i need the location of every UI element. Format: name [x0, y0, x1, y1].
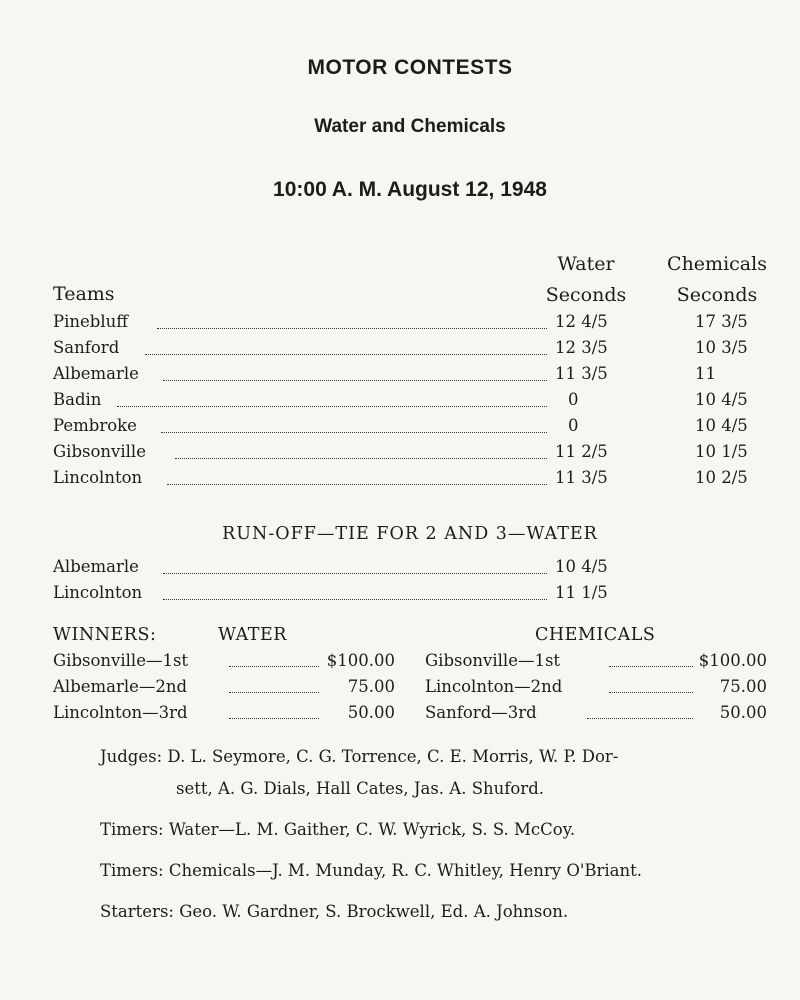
page-title: MOTOR CONTESTS: [307, 56, 513, 79]
water-time: 0: [568, 416, 579, 435]
winners-label: WINNERS:: [53, 625, 157, 645]
teams-column-header: Teams: [53, 283, 115, 305]
chemicals-time: 10 1/5: [695, 442, 748, 461]
page-subtitle: Water and Chemicals: [314, 116, 506, 137]
table-row: [53, 390, 768, 416]
water-time: 11 1/5: [555, 583, 608, 602]
chemicals-time: 17 3/5: [695, 312, 748, 331]
chemicals-time: 10 4/5: [695, 416, 748, 435]
runoff-heading: RUN-OFF—TIE FOR 2 AND 3—WATER: [222, 524, 598, 544]
leader-dots: [117, 406, 547, 407]
water-time: 11 3/5: [555, 364, 608, 383]
leader-dots: [163, 599, 547, 600]
runoff-row: [53, 583, 768, 609]
chemicals-prize-row: [425, 677, 767, 701]
prize-amount: 50.00: [719, 703, 767, 722]
leader-dots: [163, 573, 547, 574]
chemicals-prize-row: [425, 651, 767, 675]
prize-place: Gibsonville—1st: [425, 651, 561, 670]
water-time: 11 3/5: [555, 468, 608, 487]
table-row: [53, 468, 768, 494]
winners-water-label: WATER: [218, 625, 287, 645]
prize-amount: 50.00: [347, 703, 395, 722]
leader-dots: [161, 432, 547, 433]
leader-dots: [175, 458, 547, 459]
prize-place: Gibsonville—1st: [53, 651, 189, 670]
team-name: Albemarle: [53, 364, 143, 383]
team-name: Lincolnton: [53, 583, 146, 602]
water-time: 0: [568, 390, 579, 409]
prize-place: Lincolnton—3rd: [53, 703, 188, 722]
prize-amount: $100.00: [326, 651, 395, 670]
water-time: 12 3/5: [555, 338, 608, 357]
water-time: 12 4/5: [555, 312, 608, 331]
leader-dots: [145, 354, 547, 355]
team-name: Badin: [53, 390, 105, 409]
leader-dots: [609, 666, 693, 667]
chemicals-time: 10 2/5: [695, 468, 748, 487]
runoff-row: [53, 557, 768, 583]
timers-water: Timers: Water—L. M. Gaither, C. W. Wyrick, S. S. McCoy.: [100, 820, 576, 839]
water-column-header: Water Seconds: [545, 253, 627, 306]
table-row: [53, 442, 768, 468]
winners-chemicals-label: CHEMICALS: [535, 625, 656, 645]
prize-place: Lincolnton—2nd: [425, 677, 563, 696]
judges-paragraph: [100, 741, 770, 805]
chemicals-time: 11: [695, 364, 716, 383]
table-row: [53, 416, 768, 442]
prize-amount: 75.00: [719, 677, 767, 696]
leader-dots: [229, 718, 319, 719]
water-prize-row: [53, 703, 395, 727]
team-name: Albemarle: [53, 557, 143, 576]
table-row: [53, 338, 768, 364]
chemicals-column-header: Chemicals Seconds: [667, 253, 767, 306]
prize-amount: 75.00: [347, 677, 395, 696]
leader-dots: [157, 328, 547, 329]
water-time: 10 4/5: [555, 557, 608, 576]
team-name: Pinebluff: [53, 312, 132, 331]
chemicals-time: 10 4/5: [695, 390, 748, 409]
chemicals-prize-row: [425, 703, 767, 727]
team-name: Lincolnton: [53, 468, 146, 487]
water-time: 11 2/5: [555, 442, 608, 461]
judges-names-line2: sett, A. G. Dials, Hall Cates, Jas. A. Shuford.: [176, 779, 544, 798]
leader-dots: [229, 692, 319, 693]
table-row: [53, 364, 768, 390]
prize-place: Albemarle—2nd: [53, 677, 188, 696]
leader-dots: [163, 380, 547, 381]
judges-label: Judges:: [100, 747, 163, 766]
starters: Starters: Geo. W. Gardner, S. Brockwell, Ed. A. Johnson.: [100, 902, 569, 921]
chemicals-time: 10 3/5: [695, 338, 748, 357]
leader-dots: [609, 692, 693, 693]
team-name: Gibsonville: [53, 442, 150, 461]
prize-amount: $100.00: [698, 651, 767, 670]
table-row: [53, 312, 768, 338]
timers-chemicals: Timers: Chemicals—J. M. Munday, R. C. Whitley, Henry O'Briant.: [100, 861, 643, 880]
water-prize-row: [53, 677, 395, 701]
prize-place: Sanford—3rd: [425, 703, 537, 722]
leader-dots: [229, 666, 319, 667]
leader-dots: [587, 718, 693, 719]
event-datetime: 10:00 A. M. August 12, 1948: [273, 178, 547, 201]
leader-dots: [167, 484, 547, 485]
team-name: Pembroke: [53, 416, 141, 435]
water-prize-row: [53, 651, 395, 675]
team-name: Sanford: [53, 338, 123, 357]
judges-names-line1: D. L. Seymore, C. G. Torrence, C. E. Morris, W. P. Dor-: [167, 747, 619, 766]
